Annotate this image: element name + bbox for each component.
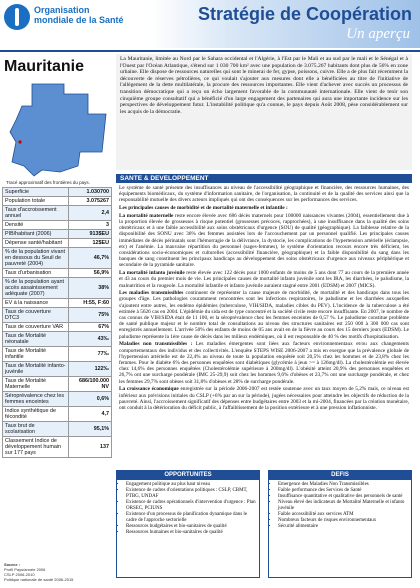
stats-row bbox=[3, 197, 112, 206]
who-logo-icon bbox=[4, 4, 30, 30]
opportunities-item: • Existence de cadres d'orientations politiques : CSLP, CBMT, PTBG, UNDAF bbox=[126, 488, 256, 500]
paragraph-text: Les maladies émergentes sont liées aux facteurs environnementaux et/ou aux changements comportementaux des individus et des collectivités. L'enquête STEPS WISE 2006-2007 a mis en exergue que la prévalence globale de l'hypertension artérielle est de 22,4% au niveau de toute la population enquêtée soit 20,5% chez les hommes et de 23,8% chez les femmes. Pour le diabète 6% des personnes enquêtées sont diabétiques (glycémie à jeun >= à 126mg/dl). La cholestérolémie est élevée chez 14,6% des personnes enquêtées (Cholestérolémie supérieure à 200mg/dl). L'obésité atteint 20,9% des personnes enquêtées et 26,7% ont une surcharge pondérale (IMC 25-29,9) soit chez les hommes 9,6% d'obèses et 23,7% ont une surcharge pondérale, et chez les femmes 29,7% sont obèses soit 31,8% d'obèses et 28% de surcharge pondérale. bbox=[119, 341, 409, 385]
stats-value: 3.075267 bbox=[69, 197, 112, 206]
stats-label: % de la population ayant accès assainissement adéquate (2007) bbox=[3, 278, 69, 299]
stats-row bbox=[3, 407, 112, 422]
stats-row bbox=[3, 188, 112, 197]
paragraph-lead: La croissance économique bbox=[119, 386, 179, 393]
country-map bbox=[2, 80, 110, 180]
stats-row bbox=[3, 299, 112, 308]
health-development-text bbox=[116, 185, 412, 413]
stats-row bbox=[3, 206, 112, 221]
stats-row bbox=[3, 221, 112, 230]
challenges-item: • Faible accessibilité aux services ATM bbox=[278, 512, 408, 518]
stats-label: Taux de Mortalité infanto-juvénile bbox=[3, 362, 69, 377]
intro-text: La Mauritanie, limitée au Nord par le Sahara occidental et l'Algérie, à l'Est par le Mali et au sud par le mali et le Sénégal et à l'Ouest par l'Océan Atlantique, s'étend sur 1 030 700 km² avec une population de 3.075.267 habitants dont plus de 56% en zone urbaine. Elle dispose de ressources naturelles qui sont le minerai de fer, gypse, poissons, cuivre. Elle a de plus fait récemment la découverte de réserves pétrolières, ce qui voulait s'ajouter aux mesures dont elle a bénéficiées au titre de l'initiative de l'allègement de la dette multilatérale, la procure des ressources importantes. Elle vient d'achever avec succès un processus de transition démocratique qui a reçu un écho largement favorable de la communauté internationale. Elle vient de tenir son cinquième groupe consultatif qui a bénéficié d'un large engagement des partenaires qui aura une importante incidence sur les perspectives de développement futur. L'instabilité politique qu'a connue, le pays depuis Août 2008, pèse considérablement sur les acquis de la démocratie. bbox=[120, 56, 408, 115]
opportunities-item: • Ressources humaines et bio-sanitaires de qualité bbox=[126, 530, 256, 536]
opportunities-item: • Existence de cadres opérationnels d'intervention d'urgence : Plan ORSEC, PCIUNS bbox=[126, 500, 256, 512]
stats-value: 1.030700 bbox=[69, 188, 112, 197]
paragraph-lead: La mortalité infanto juvénile bbox=[119, 270, 185, 277]
stats-label: Densité bbox=[3, 221, 69, 230]
sources-note bbox=[4, 562, 73, 582]
org-name bbox=[34, 5, 124, 25]
challenges-item: • Faible performance des Services de Santé bbox=[278, 488, 408, 494]
country-stats-table bbox=[2, 187, 112, 458]
stats-label: Taux brut de scolarisation bbox=[3, 422, 69, 437]
stats-label: Taux de Mortalité néonatale bbox=[3, 332, 69, 347]
stats-label: % de la population vivant en dessous du Seuil de pauvreté (2004) bbox=[3, 248, 69, 269]
challenges-item: • Emergence des Maladies Non Transmissibles bbox=[278, 482, 408, 488]
stats-label: Taux de couverture VAR bbox=[3, 323, 69, 332]
stats-label: Taux d'urbanisation bbox=[3, 269, 69, 278]
title-banner bbox=[150, 0, 420, 48]
capital-marker bbox=[18, 140, 21, 143]
sources-line: CSLP 2006-2010 bbox=[4, 572, 35, 577]
stats-row bbox=[3, 248, 112, 269]
sources-line: Source : bbox=[4, 562, 21, 567]
stats-row bbox=[3, 437, 112, 458]
stats-value: 67% bbox=[69, 323, 112, 332]
stats-label: Taux d'accroissement annuel bbox=[3, 206, 69, 221]
challenges-item: • Nombreux facteurs de risques environnementaux bbox=[278, 518, 408, 524]
sources-line: Politique nationale de santé 2006-2015 bbox=[4, 577, 74, 582]
challenges-item: • Insuffisance quantitative et qualitative des personnels de santé bbox=[278, 494, 408, 500]
paragraph-text: reste encore élevée avec 686 décès maternels pour 100000 naissances vivantes (2004), essentiellement due à la proportion élevée de grossesses à risque potentiel (grossesses précoces, rapprochées), à une insuffisance dans la qualité des soins obstétricaux et à une faible accessibilité aux soins obstétricaux d'urgence (SOU) de qualité (géographique). La faiblesse relative de la disponibilité des SONU avec 36% des femmes assistées lors de l'accouchement par un personnel qualifié. Les principales causes immédiates de décès périnatals sont l'hémorragie de la délivrance, la dystocie, les complications de l'hypertension artérielle (éclampsie, etc) et l'anémie. La mauvaise répartition du personnel (sages-femmes), le système d'orientation recours encore très déficient, les considérations socio-économiques et culturelles (accessibilité financière, géographique) et la faible disponibilité du sang dans les banques de sang constituent les principaux handicaps au développement des soins obstétricaux d'urgence aux niveaux périphérique et secondaire de la pyramide sanitaire. bbox=[119, 212, 409, 269]
body-paragraph bbox=[119, 341, 409, 384]
stats-row bbox=[3, 332, 112, 347]
sources-line: Profil Pays/année 2006 bbox=[4, 567, 46, 572]
stats-row bbox=[3, 308, 112, 323]
stats-label: Taux de Mortalité Maternelle bbox=[3, 377, 69, 392]
stats-row bbox=[3, 239, 112, 248]
stats-value: 686/100.000 NV bbox=[69, 377, 112, 392]
paragraph-lead: La mortalité maternelle bbox=[119, 212, 174, 219]
map-outline bbox=[10, 84, 106, 176]
challenges-box bbox=[268, 470, 412, 578]
org-line-2: mondiale de la Santé bbox=[34, 15, 124, 25]
org-line-1: Organisation bbox=[34, 5, 90, 15]
challenges-item: • Niveau élevé des indicateurs de Mortalité Maternelle et infanto juvénile bbox=[278, 500, 408, 512]
opportunities-heading: OPPORTUNITES bbox=[117, 471, 259, 480]
stats-value: 75% bbox=[69, 308, 112, 323]
map-caption: Tracé approximatif des frontières du pays. bbox=[6, 180, 90, 185]
paragraph-text: enregistrée sur la période 2006-2007 est restée soutenue avec un taux moyen de 5,2% mais, ce niveau est inférieur aux prévisions initiales du CSLP (+6% par an sur la période), jugées nécessaires pour atteindre les objectifs de réduction de la pauvreté. Ainsi, l'accroissement significatif des dépenses entre budgétaires entre 2003 et la mi-2004, financées par la création monétaire, ont conduit à la détérioration du déficit public, à l'affaiblissement de la position extérieure et à une pression inflationniste. bbox=[119, 386, 410, 411]
stats-value: 2,4 bbox=[69, 206, 112, 221]
stats-value: 46,7% bbox=[69, 248, 112, 269]
stats-label: Classement Indice de développement humain sur 177 pays bbox=[3, 437, 69, 458]
paragraph-lead: Les maladies transmissibles bbox=[119, 290, 184, 297]
paragraph-text: continuent de représenter la cause majeure de morbidité, de mortalité et des handicaps dans tous les groupes d'âge. Les pathologies couramment rencontrées sont les infections respiratoires, le paludisme et les diarrhées auxquelles s'ajoutent entre autres, les endémo épidémies (tuberculose, VIH/SIDA, maladies cibles du PEV). L'incidence de la tuberculose a été estimée à 5626 cas en 2004. L'épidémie du sida est de type concentré et la société civile reste encore insuffisante. En 2007, le nombre de cas connus de VIH/SIDA était de 11 100, et la séroprévalence chez les femmes enceintes de 0,57 %. Le paludisme constitue problème de santé publique majeur et le nombre total de consultations au niveau des structures sanitaires est 250 000 à 300 000 cas sont enregistrés annuellement. L'arrivée 50% des enfants de moins de 05 ans avait en de la fièvre au cours des 15 derniers jours (EDSM). Le paludisme représente la 1ère cause de décès dans les milieux endémiques, où il est responsable de 40 % des motifs d'hospitalisation. bbox=[119, 290, 409, 340]
body-paragraph bbox=[119, 185, 409, 204]
stats-value: 122‰ bbox=[69, 362, 112, 377]
intro-box bbox=[116, 54, 412, 170]
stats-label: Séroprévalence chez les femmes enceintes bbox=[3, 392, 69, 407]
stats-value: 56,9% bbox=[69, 269, 112, 278]
stats-row bbox=[3, 347, 112, 362]
opportunities-item: • Existence d'un processus de planification dynamique dans le cadre de l'approche sectorielle bbox=[126, 512, 256, 524]
country-name: Mauritanie bbox=[4, 58, 85, 75]
body-paragraph bbox=[119, 386, 409, 411]
stats-row bbox=[3, 278, 112, 299]
stats-row bbox=[3, 362, 112, 377]
stats-row bbox=[3, 392, 112, 407]
stats-label: Superficie bbox=[3, 188, 69, 197]
stats-row bbox=[3, 230, 112, 239]
stats-value: 38% bbox=[69, 278, 112, 299]
stats-label: Taux de Mortalité infantile bbox=[3, 347, 69, 362]
opportunities-item: • Engagement politique au plus haut niveau bbox=[126, 482, 256, 488]
section-heading: SANTE & DEVELOPPEMENT bbox=[116, 174, 412, 183]
stats-row bbox=[3, 422, 112, 437]
document-title: Stratégie de Coopération bbox=[197, 4, 412, 24]
document-subtitle: Un aperçu bbox=[346, 26, 410, 42]
stats-value: 0,6% bbox=[69, 392, 112, 407]
opportunities-box bbox=[116, 470, 260, 578]
stats-label: Taux de couverture DTC3 bbox=[3, 308, 69, 323]
header-rule bbox=[0, 50, 420, 52]
stats-label: Dépense santé/habitant bbox=[3, 239, 69, 248]
stats-label: Population totale bbox=[3, 197, 69, 206]
challenges-heading: DEFIS bbox=[269, 471, 411, 480]
paragraph-text: reste élevée avec 122 décès pour 1000 enfants de moins de 5 ans dont 77 au cours de la première année et 43 au cours du premier mois de vie. Les principales causes de mortalité infanto juvénile sont les IRA, les diarrhées, le paludisme, la malnutrition et la rougeole. La mortalité infantile et infanto juvénile auraient stagné entre 2001 (EDSM) et 2007 (MICS). bbox=[119, 270, 410, 289]
stats-row bbox=[3, 377, 112, 392]
stats-value: 137 bbox=[69, 437, 112, 458]
body-paragraph bbox=[119, 270, 409, 289]
stats-value: 913$EU bbox=[69, 230, 112, 239]
body-paragraph bbox=[119, 290, 409, 340]
stats-value: 3 bbox=[69, 221, 112, 230]
opportunities-list bbox=[117, 482, 259, 536]
stats-label: PIB/habitant (2006) bbox=[3, 230, 69, 239]
stats-row bbox=[3, 269, 112, 278]
stats-value: 77‰ bbox=[69, 347, 112, 362]
stats-row bbox=[3, 323, 112, 332]
stats-value: 4,7 bbox=[69, 407, 112, 422]
paragraph-lead: Maladies non transmissibles : bbox=[119, 341, 193, 348]
stats-label: Indice synthétique de fécondité bbox=[3, 407, 69, 422]
challenges-item: • Sécurité alimentaire bbox=[278, 524, 408, 530]
body-paragraph bbox=[119, 213, 409, 269]
stats-label: EV à la naissance bbox=[3, 299, 69, 308]
body-paragraph bbox=[119, 205, 409, 211]
page-header bbox=[0, 0, 420, 50]
stats-value: 12$EU bbox=[69, 239, 112, 248]
challenges-list bbox=[269, 482, 411, 530]
paragraph-lead: Les principales causes de morbidité et de mortalité maternelle et infantile : bbox=[119, 205, 288, 212]
stats-value: H:55, F:60 bbox=[69, 299, 112, 308]
stats-value: 43‰ bbox=[69, 332, 112, 347]
stats-value: 95,1% bbox=[69, 422, 112, 437]
opportunities-item: • Ressources budgétaires et bio-sanitaires de qualité bbox=[126, 524, 256, 530]
paragraph-text: Le système de santé présente des insuffisances au niveau de l'accessibilité géographique et financière, des ressources humaines, des équipements biomédicaux, du système d'information sanitaire, de l'organisation, la continuité et de la qualité des services ainsi que la responsabilité mutuelle des divers acteurs impliqués qui ont des conséquences sur les performances des services. bbox=[119, 185, 409, 204]
